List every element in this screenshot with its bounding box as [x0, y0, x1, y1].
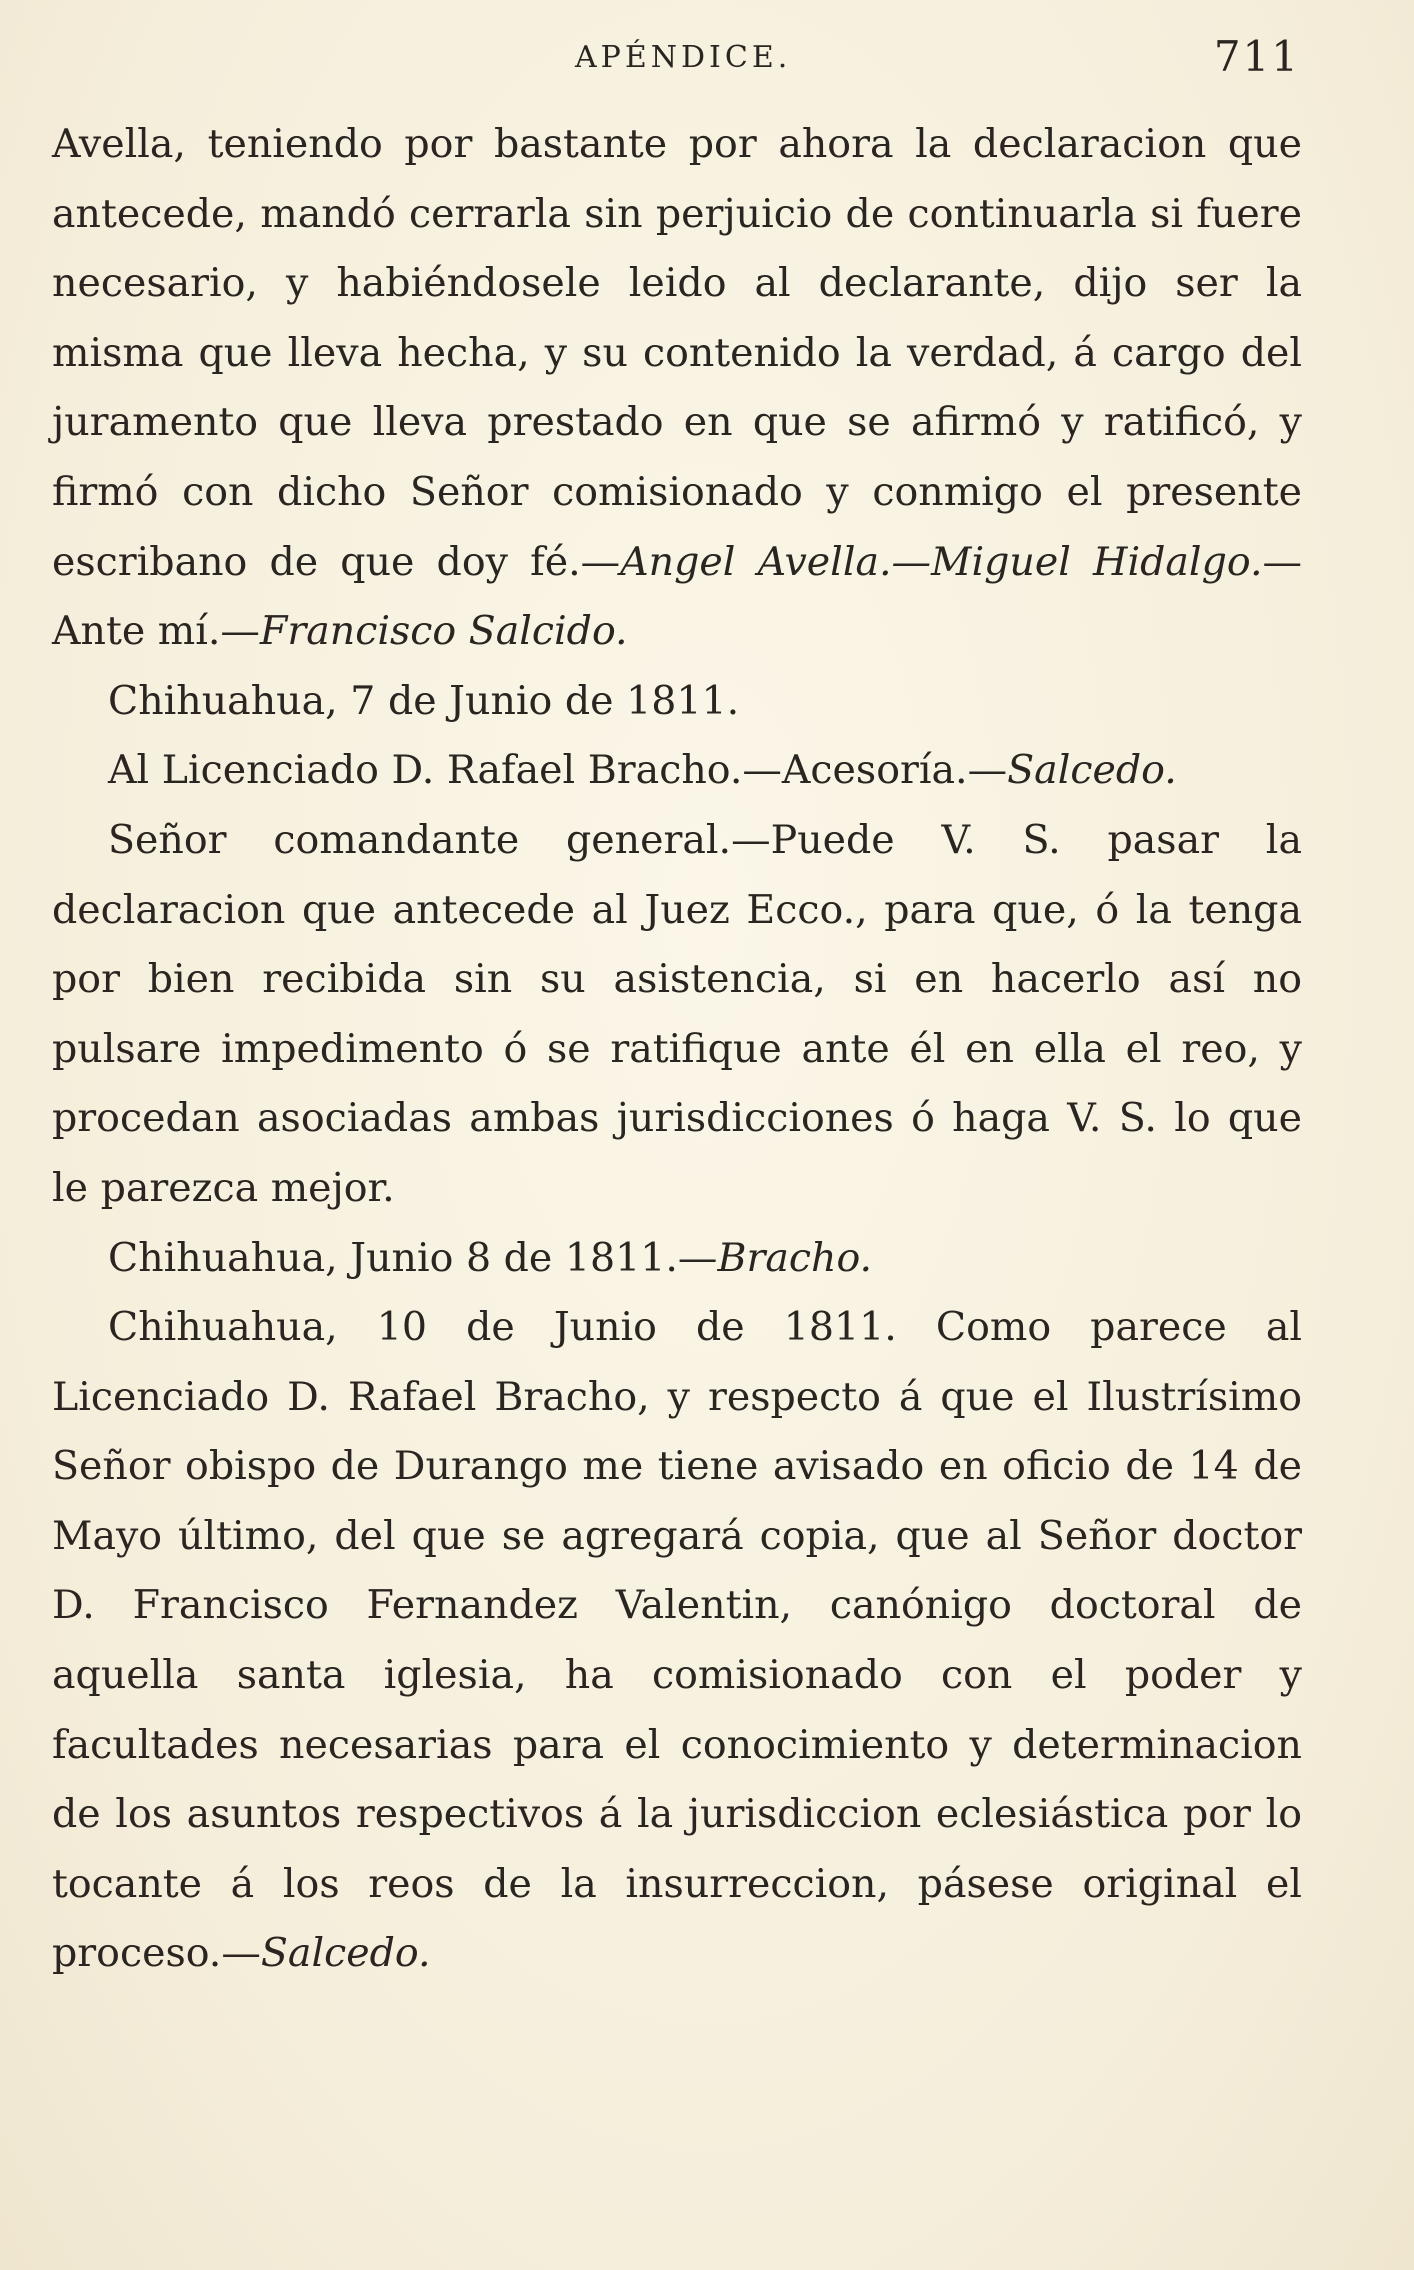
paragraph-6 [52, 1293, 1302, 1989]
paragraph-2-text: Chihuahua, 7 de Junio de 1811. [108, 677, 740, 724]
paragraph-3 [52, 736, 1302, 806]
paragraph-1-text: Avella, teniendo por bastante por ahora la declaracion que antecede, mandó cerrarla sin perjuicio de continuarla si fuere necesario, y habiéndosele leido al declarante, dijo ser la misma que lleva hecha, y su contenido la verdad, á cargo del juramento que lleva prestado en que se afirmó y ratificó, y firmó con dicho Señor comisionado y conmigo el presente escribano de que doy fé.— [52, 121, 1302, 585]
paragraph-1-signature-2: Francisco Salcido. [259, 608, 628, 655]
page-header [50, 32, 1300, 82]
paragraph-3-text: Al Licenciado D. Rafael Bracho.—Acesoría.— [108, 747, 1008, 794]
paragraph-5-text: Chihuahua, Junio 8 de 1811.— [108, 1234, 718, 1281]
paragraph-1 [52, 110, 1302, 667]
paragraph-4 [52, 806, 1302, 1224]
paragraph-4-text: Señor comandante general.—Puede V. S. pasar la declaracion que antecede al Juez Ecco., para que, ó la tenga por bien recibida sin su asistencia, si en hacerlo así no pulsare impedimento ó se ratifique ante él en ella el reo, y procedan asociadas ambas jurisdicciones ó haga V. S. lo que le parezca mejor. [52, 816, 1302, 1211]
paragraph-6-text: Chihuahua, 10 de Junio de 1811. Como parece al Licenciado D. Rafael Bracho, y respecto á que el Ilustrísimo Señor obispo de Durango me tiene avisado en oficio de 14 de Mayo último, del que se agregará copia, que al Señor doctor D. Francisco Fernandez Valentin, canónigo doctoral de aquella santa iglesia, ha comisionado con el poder y facultades necesarias para el conocimiento y determinacion de los asuntos respectivos á la jurisdiccion eclesiástica por lo tocante á los reos de la insurreccion, pásese original el proceso.— [52, 1304, 1302, 1977]
page-number: 711 [1213, 32, 1300, 81]
running-head: APÉNDICE. [575, 40, 792, 75]
paragraph-1-signature: Angel Avella.—Miguel Hidalgo. [620, 538, 1263, 585]
body-text [52, 110, 1302, 1989]
paragraph-5 [52, 1224, 1302, 1294]
paragraph-6-signature: Salcedo. [260, 1930, 431, 1977]
paragraph-3-signature: Salcedo. [1007, 747, 1177, 794]
paragraph-1-text-after: —Ante mí.— [52, 538, 1302, 655]
paragraph-5-signature: Bracho. [717, 1234, 873, 1281]
paragraph-2 [52, 667, 1302, 737]
